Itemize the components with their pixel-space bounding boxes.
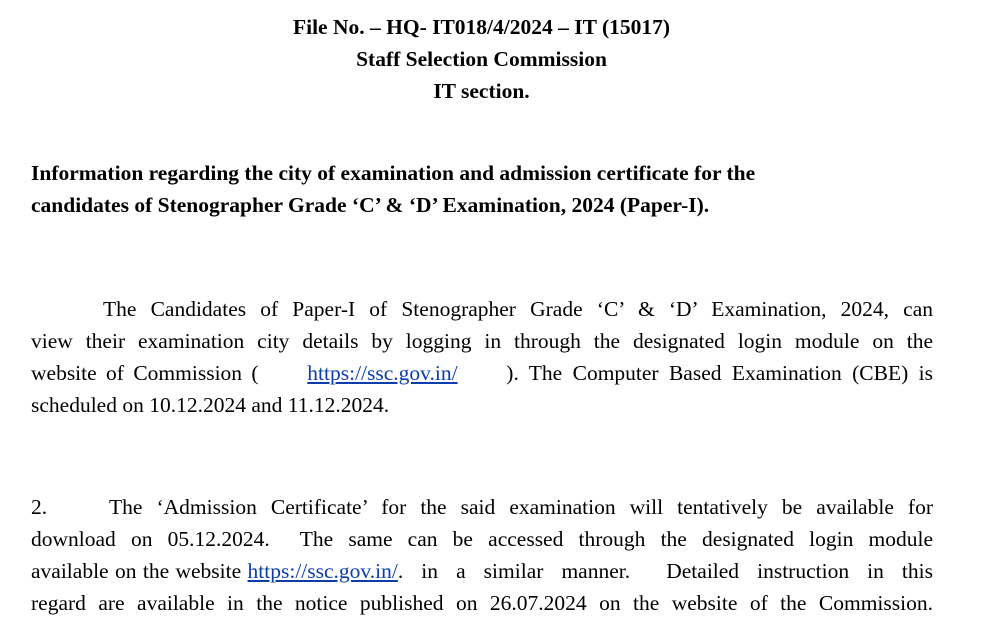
paragraph-2-line-4: [31, 587, 933, 619]
paragraph-1: [31, 293, 933, 421]
file-number: File No. – HQ- IT018/4/2024 – IT (15017): [292, 15, 671, 39]
paragraph-1-line-3-tail: ). The Computer Based Examination (CBE) is: [506, 361, 933, 385]
ssc-website-link-2[interactable]: https://ssc.gov.in/: [247, 559, 398, 583]
paragraph-2-line-2: [31, 523, 933, 555]
organisation-name: Staff Selection Commission: [356, 47, 607, 71]
paragraph-2-line-3-lead: available on the website: [31, 559, 248, 583]
paragraph-1-line-2: [31, 325, 933, 357]
paragraph-1-line-1-text: The Candidates of Paper-I of Stenographer Grade ‘C’ & ‘D’ Examination, 2024, can: [103, 297, 933, 321]
paragraph-1-line-1: [31, 293, 933, 325]
subject-line-1: Information regarding the city of examination and admission certificate for the: [31, 161, 756, 185]
paragraph-2-line-2-text: download on 05.12.2024. The same can be accessed through the designated login module: [31, 527, 933, 551]
paragraph-2: [31, 491, 933, 619]
subject-line-2: candidates of Stenographer Grade ‘C’ & ‘D’ Examination, 2024 (Paper-I).: [31, 193, 710, 217]
paragraph-1-line-3: [31, 357, 933, 389]
paragraph-2-number: 2.: [31, 495, 48, 519]
paragraph-1-line-4: [31, 389, 933, 421]
ssc-website-link[interactable]: https://ssc.gov.in/: [307, 361, 458, 385]
paragraph-2-line-4-text: regard are available in the notice published on 26.07.2024 on the website of the Commission.: [31, 591, 933, 615]
paragraph-1-line-2-text: view their examination city details by logging in through the designated login module on the: [31, 329, 933, 353]
paragraph-2-line-1: [31, 491, 933, 523]
subject-heading: [31, 157, 936, 221]
paragraph-1-line-4-text: scheduled on 10.12.2024 and 11.12.2024.: [31, 393, 390, 417]
section-name: IT section.: [433, 79, 530, 103]
paragraph-2-line-1-text: The ‘Admission Certificate’ for the said examination will tentatively be available for: [109, 495, 933, 519]
paragraph-2-line-3: [31, 555, 933, 587]
paragraph-1-line-3-lead: website of Commission (: [31, 361, 259, 385]
paragraph-2-line-3-tail: . in a similar manner. Detailed instruction in this: [397, 559, 933, 583]
